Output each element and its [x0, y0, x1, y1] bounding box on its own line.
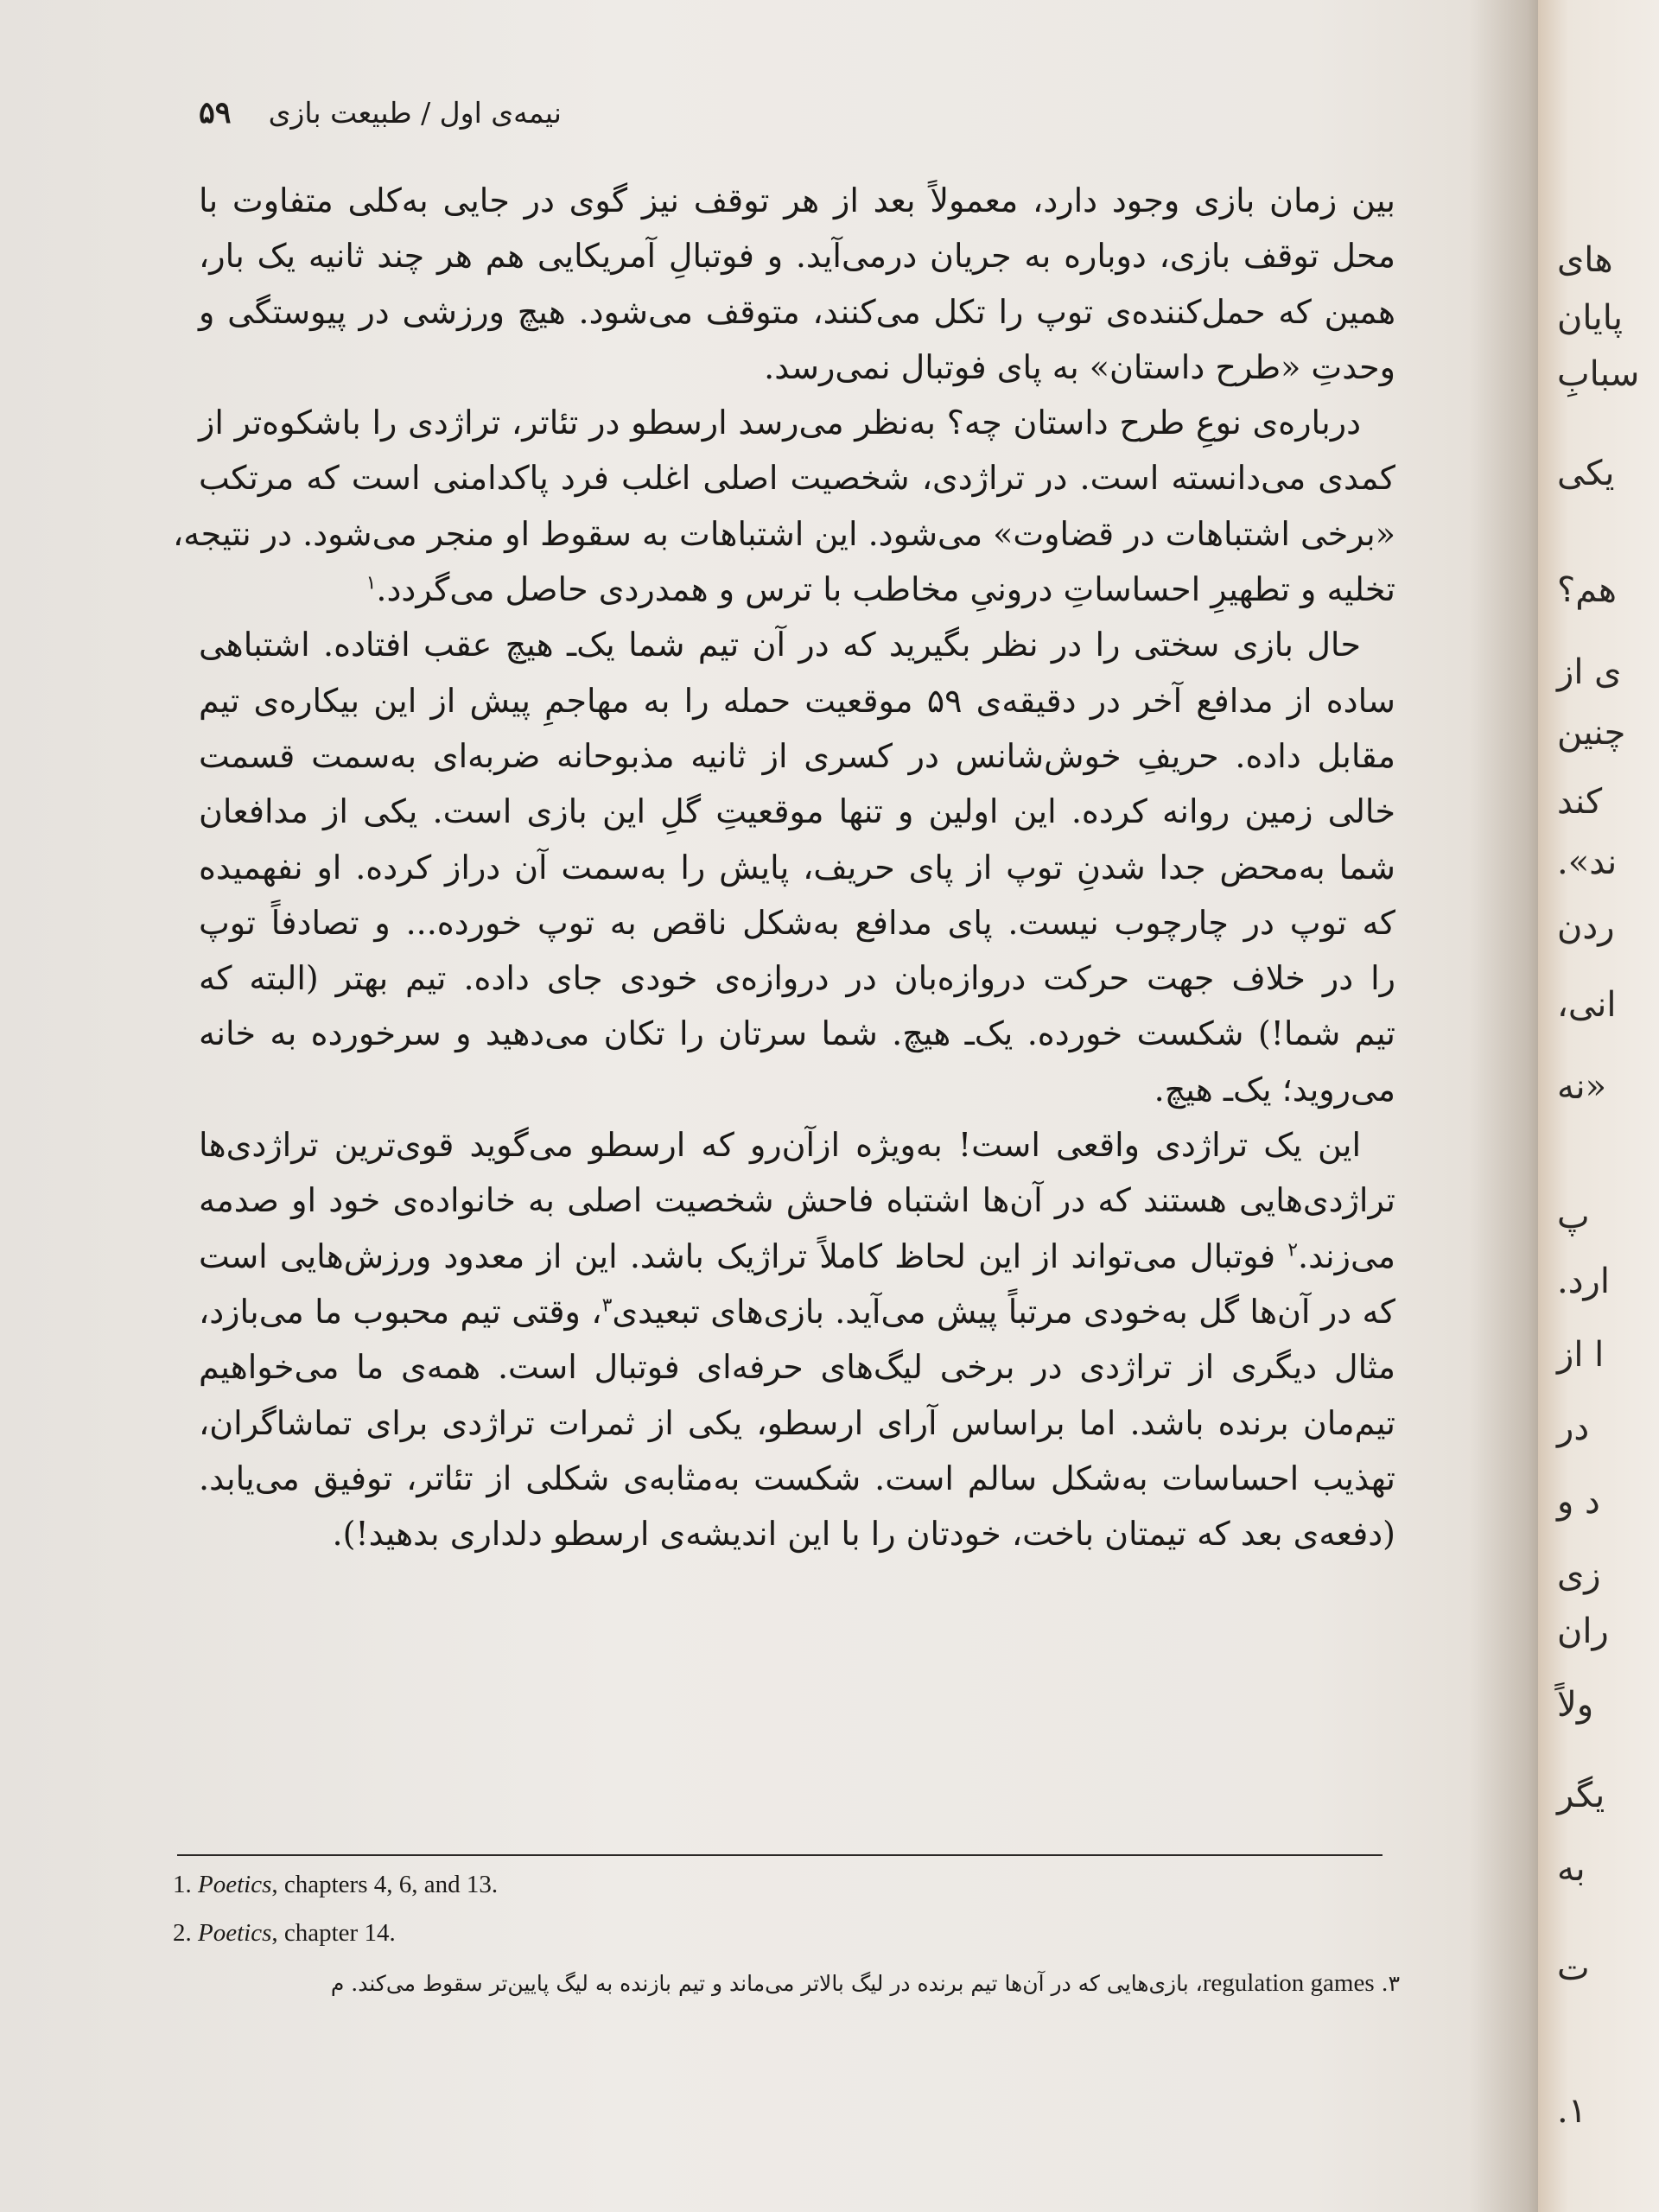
text-line-with-footnote: [199, 1284, 1395, 1339]
text-line: که توپ در چارچوب نیست. پای مدافع به‌شکل ناقص به توپ خورده... و تصادفاً توپ: [199, 903, 1395, 942]
text-line: تیم‌مان برنده باشد. اما براساس آرای ارسطو، یکی از ثمرات تراژدی برای تماشاگران،: [199, 1403, 1395, 1442]
facing-fragment: هم؟: [1557, 570, 1617, 610]
facing-fragment: ند».: [1557, 842, 1618, 882]
text-line: «برخی اشتباهات در قضاوت» می‌شود. این اشتباهات به سقوط او منجر می‌شود. در نتیجه،: [173, 514, 1395, 553]
text-line: را در خلاف جهت حرکت دروازه‌بان در دروازه‌ی خودی جای داده. تیم بهتر (البته که: [199, 959, 1395, 998]
footnote-3: [173, 1959, 1400, 2007]
footnote-number: 1.: [173, 1871, 192, 1898]
text-segment: فوتبال می‌تواند از این لحاظ کاملاً تراژیک باشد. این از معدود ورزش‌هایی است: [199, 1236, 1288, 1275]
footnote-text: , chapters 4, 6, and 13.: [271, 1871, 499, 1898]
facing-fragment: پ: [1557, 1197, 1590, 1236]
facing-fragment: در: [1557, 1408, 1590, 1448]
footnote-ref: ۲: [1287, 1238, 1299, 1261]
text-line: درباره‌ی نوعِ طرح داستان چه؟ به‌نظر می‌رسد ارسطو در تئاتر، تراژدی را باشکوه‌تر از: [199, 404, 1361, 442]
text-line: مثال دیگری از تراژدی در برخی لیگ‌های حرفه‌ای فوتبال است. همه‌ی ما می‌خواهیم: [199, 1348, 1395, 1387]
text-line: حال بازی سختی را در نظر بگیرید که در آن تیم شما یک‌ـ هیچ عقب افتاده. اشتباهی: [199, 626, 1361, 664]
footnote-ref: ۱: [365, 572, 377, 594]
facing-fragment: ا از: [1557, 1335, 1605, 1375]
book-gutter-shadow: [1469, 0, 1547, 2212]
text-line: تیم شما!) شکست خورده. یک‌ـ هیچ. شما سرتان را تکان می‌دهید و سرخورده به خانه: [199, 1014, 1395, 1053]
chapter-title: نیمه‌ی اول / طبیعت بازی: [268, 95, 562, 130]
text-segment: تخلیه و تطهیرِ احساساتِ درونیِ مخاطب با ترس و همدردی حاصل می‌گردد.: [376, 570, 1395, 609]
text-line: (دفعه‌ی بعد که تیمتان باخت، خودتان را با این اندیشه‌ی ارسطو دلداری بدهید!).: [332, 1515, 1395, 1554]
facing-fragment: د و: [1557, 1482, 1600, 1522]
facing-fragment: سبابِ: [1557, 354, 1640, 394]
text-line: ساده از مدافع آخر در دقیقه‌ی ۵۹ موقعیت حمله را به مهاجمِ پیش از این بیکاره‌ی تیم: [199, 681, 1396, 720]
footnotes: [173, 1860, 1400, 2007]
facing-fragment: ارد.: [1557, 1262, 1610, 1301]
footnote-text: ، بازی‌هایی که در آن‌ها تیم برنده در لیگ بالاتر می‌ماند و تیم بازنده به لیگ پایین‌تر سقوط می‌کند. م: [330, 1971, 1203, 1996]
facing-fragment: پایان: [1557, 298, 1624, 338]
facing-fragment: زی: [1557, 1555, 1601, 1595]
body-text: [173, 173, 1396, 1561]
text-line: مقابل داده. حریفِ خوش‌شانس در کسری از ثانیه مذبوحانه ضربه‌ای به‌سمت قسمت: [199, 736, 1395, 775]
text-segment: که در آن‌ها گل به‌خودی مرتباً پیش می‌آید. بازی‌های تبعیدی: [612, 1292, 1395, 1331]
facing-fragment: ران: [1557, 1611, 1609, 1651]
facing-fragment: یکی: [1557, 454, 1615, 493]
facing-fragment: ولاً: [1557, 1685, 1594, 1725]
facing-fragment: یگر: [1557, 1776, 1605, 1815]
footnote-2: [173, 1909, 1400, 1957]
footnote-title: Poetics: [198, 1871, 272, 1898]
text-segment: ، وقتی تیم محبوب ما می‌بازد،: [199, 1292, 602, 1331]
facing-fragment: چنین: [1557, 713, 1626, 753]
text-line: تهذیب احساسات به‌شکل سالم است. شکست به‌مثابه‌ی شکلی از تئاتر، توفیق می‌یابد.: [199, 1459, 1395, 1497]
facing-fragment: کند: [1557, 782, 1603, 822]
text-line: همین که حمل‌کننده‌ی توپ را تکل می‌کنند، متوقف می‌شود. هیچ ورزشی در پیوستگی و: [199, 292, 1395, 331]
text-line-with-footnote: [199, 1229, 1395, 1284]
footnote-divider: [177, 1854, 1382, 1856]
footnote-number: 2.: [173, 1919, 192, 1947]
footnote-ref: ۳: [601, 1294, 613, 1317]
facing-fragment: ت: [1557, 1948, 1590, 1988]
facing-fragment: ‌های: [1557, 240, 1613, 280]
text-line: وحدتِ «طرح داستان» به پای فوتبال نمی‌رسد.: [764, 347, 1395, 386]
footnote-title: Poetics: [198, 1919, 272, 1947]
footnote-term: regulation games: [1202, 1969, 1375, 1997]
facing-page: [1538, 0, 1659, 2212]
text-line: شما به‌محض جدا شدنِ توپ از پای حریف، پایش را به‌سمت آن دراز کرده. او نفهمیده: [199, 848, 1395, 887]
text-segment: می‌زند.: [1298, 1236, 1395, 1275]
text-line: می‌روید؛ یک‌ـ هیچ.: [1154, 1070, 1395, 1109]
footnote-number: ۳.: [1381, 1971, 1400, 1996]
text-line: کمدی می‌دانسته است. در تراژدی، شخصیت اصلی اغلب فرد پاکدامنی است که مرتکب: [199, 459, 1395, 498]
text-line: خالی زمین روانه کرده. این اولین و تنها موقعیتِ گلِ این بازی است. یکی از مدافعان: [199, 792, 1395, 831]
facing-fragment: ردن: [1557, 907, 1615, 947]
text-line: این یک تراژدی واقعی است! به‌ویژه ازآن‌رو که ارسطو می‌گوید قوی‌ترین تراژدی‌ها: [199, 1126, 1361, 1165]
text-line-with-footnote: [199, 562, 1395, 617]
facing-fragment: ۱.: [1557, 2091, 1587, 2131]
page-number: ۵۹: [199, 94, 232, 130]
footnote-text: , chapter 14.: [271, 1919, 396, 1947]
footnote-1: [173, 1860, 1400, 1909]
facing-fragment: «نه: [1557, 1067, 1607, 1107]
text-line: محل توقف بازی، دوباره به جریان درمی‌آید. و فوتبالِ آمریکایی هم هر چند ثانیه یک بار،: [199, 237, 1395, 276]
facing-fragment: به: [1557, 1849, 1586, 1889]
facing-fragment: ی از: [1557, 652, 1622, 692]
text-line: بین زمان بازی وجود دارد، معمولاً بعد از هر توقف نیز گوی در جایی به‌کلی متفاوت با: [199, 181, 1395, 219]
running-header: [199, 86, 562, 138]
facing-fragment: انی،: [1557, 985, 1617, 1025]
text-line: تراژدی‌هایی هستند که در آن‌ها اشتباه فاحش شخصیت اصلی به خانواده‌ی خود او صدمه: [199, 1181, 1395, 1220]
